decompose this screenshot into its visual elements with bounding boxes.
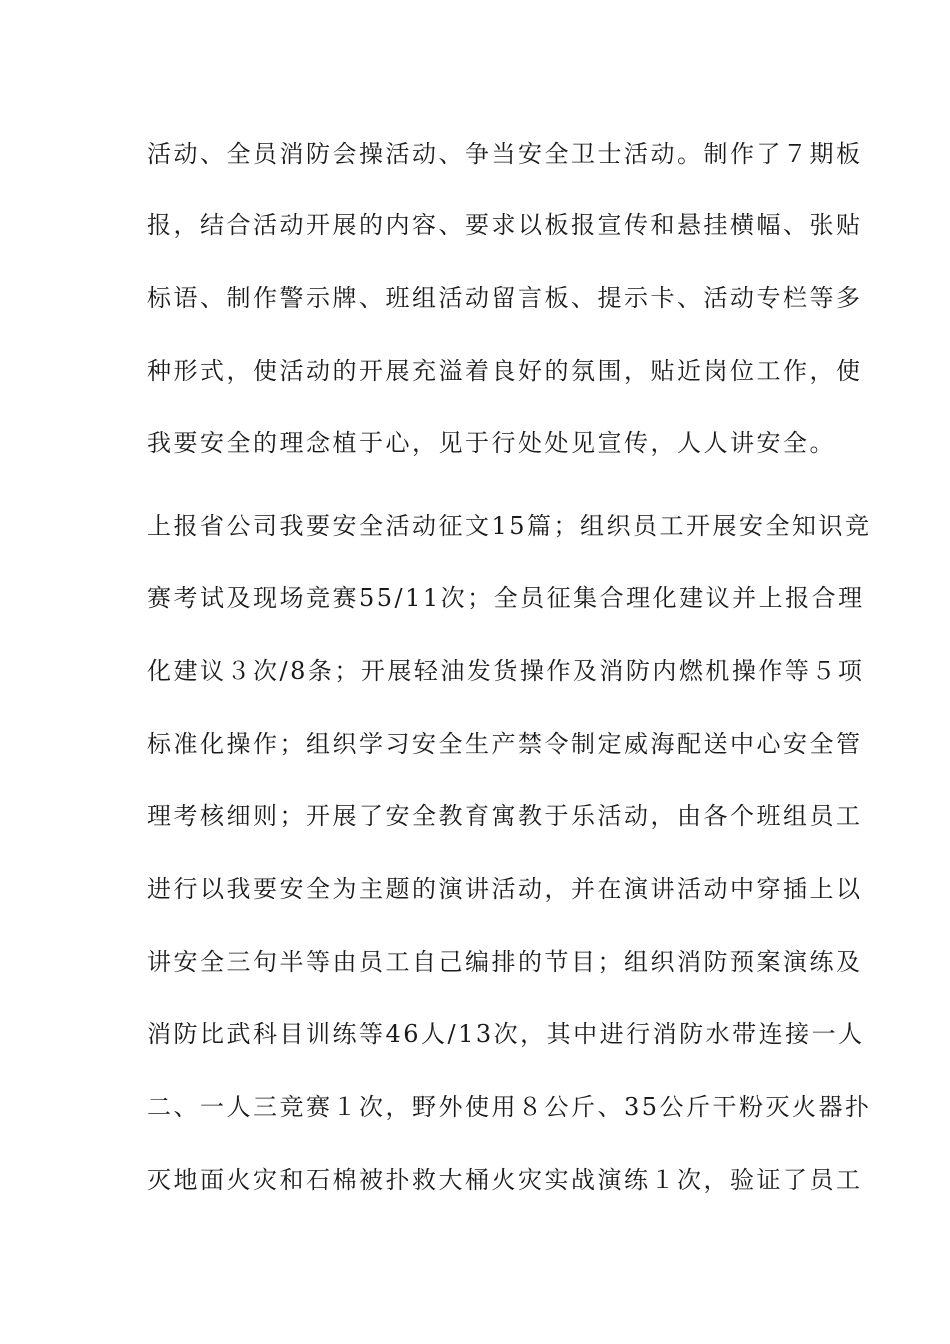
- paragraph-1-line-2: 报，结合活动开展的内容、要求以板报宣传和悬挂横幅、张贴: [147, 211, 863, 239]
- paragraph-2-line-4: 标准化操作；组织学习安全生产禁令制定威海配送中心安全管: [147, 730, 863, 758]
- paragraph-2-line-10: 灭地面火灾和石棉被扑救大桶火灾实战演练１次，验证了员工: [147, 1166, 863, 1194]
- paragraph-2-line-9: 二、一人三竞赛１次，野外使用８公斤、35公斤干粉灭火器扑: [147, 1093, 872, 1121]
- paragraph-1-line-1: 活动、全员消防会操活动、争当安全卫士活动。制作了７期板: [147, 140, 863, 168]
- paragraph-2-line-7: 讲安全三句半等由员工自己编排的节目；组织消防预案演练及: [147, 948, 863, 976]
- paragraph-2-line-6: 进行以我要安全为主题的演讲活动，并在演讲活动中穿插上以: [147, 875, 863, 903]
- paragraph-2-line-1: 上报省公司我要安全活动征文15篇；组织员工开展安全知识竞: [147, 512, 872, 540]
- paragraph-1-line-4: 种形式，使活动的开展充溢着良好的氛围，贴近岗位工作，使: [147, 357, 863, 385]
- paragraph-2-line-3: 化建议３次/8条；开展轻油发货操作及消防内燃机操作等５项: [147, 657, 865, 685]
- paragraph-1-line-5: 我要安全的理念植于心，见于行处处见宣传，人人讲安全。: [147, 429, 836, 457]
- paragraph-2-line-5: 理考核细则；开展了安全教育寓教于乐活动，由各个班组员工: [147, 802, 863, 830]
- paragraph-2-line-2: 赛考试及现场竞赛55/11次；全员征集合理化建议并上报合理: [147, 584, 865, 612]
- paragraph-2-line-8: 消防比武科目训练等46人/13次，其中进行消防水带连接一人: [147, 1020, 865, 1048]
- paragraph-1-line-3: 标语、制作警示牌、班组活动留言板、提示卡、活动专栏等多: [147, 284, 863, 312]
